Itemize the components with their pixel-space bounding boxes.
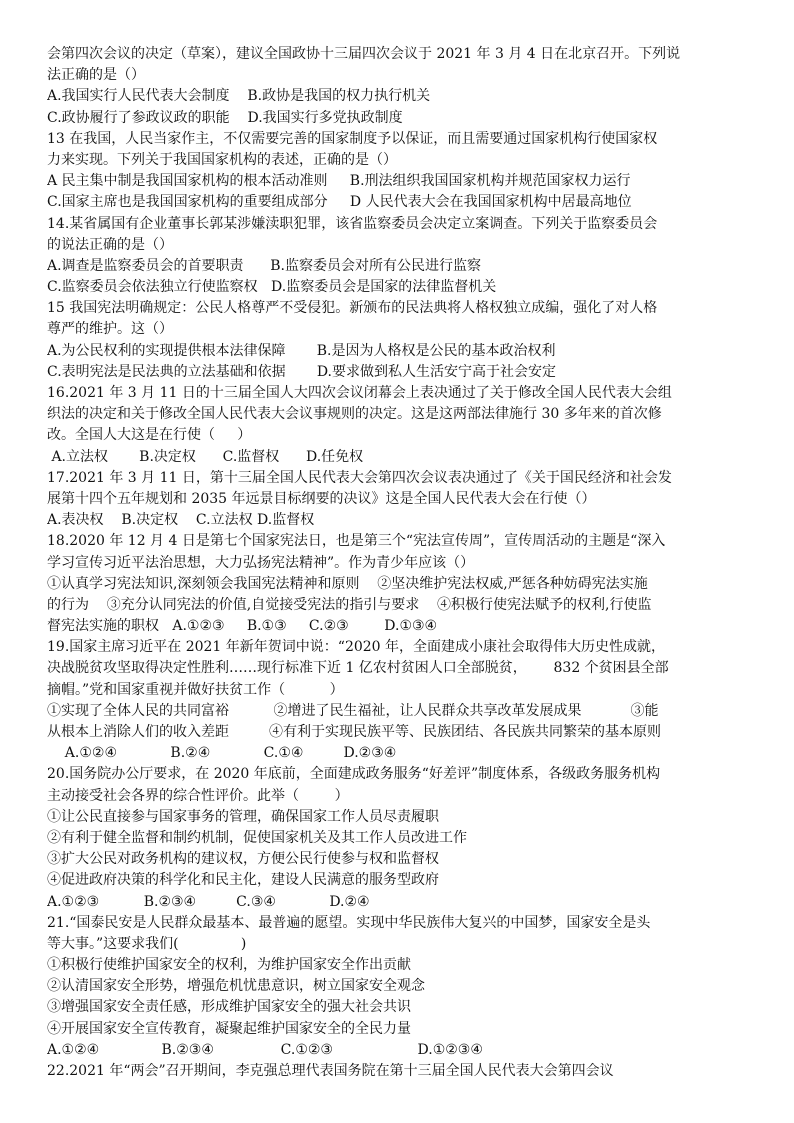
text-line: A.立法权 B.决定权 C.监督权 D.任免权 [47, 448, 364, 465]
text-line: A.为公民权利的实现提供根本法律保障 B.是因为人格权是公民的基本政治权利 [47, 342, 556, 359]
text-line: 21.“国泰民安是人民群众最基本、最普遍的愿望。实现中华民族伟大复兴的中国梦，国家安全是头 [47, 914, 651, 931]
text-line: 17.2021 年 3 月 11 日，第十三届全国人民代表大会第四次会议表决通过了《关于国民经济和社会发 [47, 469, 672, 486]
text-line: 14.某省属国有企业董事长郭某涉嫌渎职犯罪，该省监察委员会决定立案调查。下列关于监察委员会 [47, 215, 658, 232]
text-line: ②认清国家安全形势，增强危机忧患意识，树立国家安全观念 [47, 978, 425, 995]
text-line: 19.国家主席习近平在 2021 年新年贺词中说：“2020 年，全面建成小康社会取得伟大历史性成就， [47, 639, 666, 656]
text-line: 20.国务院办公厅要求，在 2020 年底前，全面建成政务服务“好差评”制度体系，各级政务服务机构 [47, 766, 661, 783]
text-line: 展第十四个五年规划和 2035 年远景目标纲要的决议》这是全国人民代表大会在行使（） [47, 490, 596, 507]
text-line: 的说法正确的是（） [47, 236, 173, 253]
text-line: 学习宣传习近平法治思想，大力弘扬宪法精神”。作为青少年应该（） [47, 554, 475, 571]
text-line: ①实现了全体人民的共同富裕 ②增进了民生福祉，让人民群众共享改革发展成果 ③能 [47, 702, 659, 719]
text-line: 16.2021 年 3 月 11 日的十三届全国人大四次会议闭幕会上表决通过了关于修改全国人民代表大会组 [47, 385, 672, 401]
text-line: ①让公民直接参与国家事务的管理，确保国家工作人员尽责履职 [47, 808, 439, 825]
text-line: 摘帽。”党和国家重视并做好扶贫工作（ ） [47, 681, 344, 698]
text-line: 力来实现。下列关于我国国家机构的表述，正确的是（） [47, 151, 397, 168]
text-line: 会第四次会议的决定（草案），建议全国政协十三届四次会议于 2021 年 3 月 4 日在北京召开。下列说 [47, 46, 681, 62]
text-line: ④开展国家安全宣传教育，凝聚起维护国家安全的全民力量 [47, 1020, 411, 1037]
text-line: 督宪法实施的职权 A.①②③ B.①③ C.②③ D.①③④ [47, 618, 438, 635]
text-line: A.①②④ B.②③④ C.①②③ D.①②③④ [47, 1041, 483, 1058]
text-line: C.表明宪法是民法典的立法基础和依据 D.要求做到私人生活安宁高于社会安定 [47, 363, 556, 380]
text-line: A.调查是监察委员会的首要职责 B.监察委员会对所有公民进行监察 [47, 257, 481, 274]
text-line: 等大事。”这要求我们( ) [47, 935, 247, 952]
text-line: A.我国实行人民代表大会制度 B.政协是我国的权力执行机关 [47, 88, 431, 105]
text-line: 决战脱贫攻坚取得决定性胜利……现行标准下近 1 亿农村贫困人口全部脱贫， 832 个贫困县全部 [47, 660, 669, 677]
text-line: A.表决权 B.决定权 C.立法权 D.监督权 [47, 512, 315, 529]
text-line: A 民主集中制是我国国家机构的根本活动准则 B.刑法组织我国国家机构并规范国家权力运行 [47, 173, 631, 190]
text-line: 织法的决定和关于修改全国人民代表大会议事规则的决定。这是这两部法律施行 30 多年来的首次修 [47, 406, 662, 423]
text-line: ②有利于健全监督和制约机制，促使国家机关及其工作人员改进工作 [47, 829, 467, 846]
text-line: ④促进政府决策的科学化和民主化，建设人民满意的服务型政府 [47, 872, 439, 889]
text-line: 13 在我国，人民当家作主，不仅需要完善的国家制度予以保证，而且需要通过国家机构行使国家权 [47, 130, 658, 147]
text-line: C.监察委员会依法独立行使监察权 D.监察委员会是国家的法律监督机关 [47, 279, 497, 296]
text-line: C.国家主席也是我国国家机构的重要组成部分 D 人民代表大会在我国国家机构中居最高地位 [47, 194, 632, 211]
text-line: ③增强国家安全责任感，形成维护国家安全的强大社会共识 [47, 999, 411, 1016]
text-line: 法正确的是（） [47, 67, 145, 84]
text-line: 15 我国宪法明确规定：公民人格尊严不受侵犯。新颁布的民法典将人格权独立成编，强化了对人格 [47, 300, 658, 317]
text-line: 从根本上消除人们的收入差距 ④有利于实现民族平等、民族团结、各民族共同繁荣的基本原则 [47, 724, 662, 740]
text-line: ③扩大公民对政务机构的建议权，方便公民行使参与权和监督权 [47, 851, 439, 868]
text-line: 改。全国人大这是在行使（ ） [47, 427, 252, 444]
text-line: 尊严的维护。这（） [47, 321, 173, 338]
text-line: 的行为 ③充分认同宪法的价值,自觉接受宪法的指引与要求 ④积极行使宪法赋予的权利,行使监 [47, 596, 652, 613]
text-line: ①积极行使维护国家安全的权利，为维护国家安全作出贡献 [47, 957, 411, 974]
text-line: 22.2021 年“两会”召开期间，李克强总理代表国务院在第十三届全国人民代表大会第四会议 [47, 1063, 614, 1079]
text-line: 主动接受社会各界的综合性评价。此举（ ） [47, 787, 349, 804]
text-line: A.①②④ B.②④ C.①④ D.②③④ [47, 745, 397, 762]
text-line: 18.2020 年 12 月 4 日是第七个国家宪法日，也是第三个“宪法宣传周”，宣传周活动的主题是“深入 [47, 533, 666, 550]
text-line: A.①②③ B.②③④ C.③④ D.②④ [47, 893, 370, 910]
text-line: C.政协履行了参政议政的职能 D.我国实行多党执政制度 [47, 109, 403, 126]
text-line: ①认真学习宪法知识,深刻领会我国宪法精神和原则 ②坚决维护宪法权威,严惩各种妨碍宪法实施 [47, 575, 648, 592]
